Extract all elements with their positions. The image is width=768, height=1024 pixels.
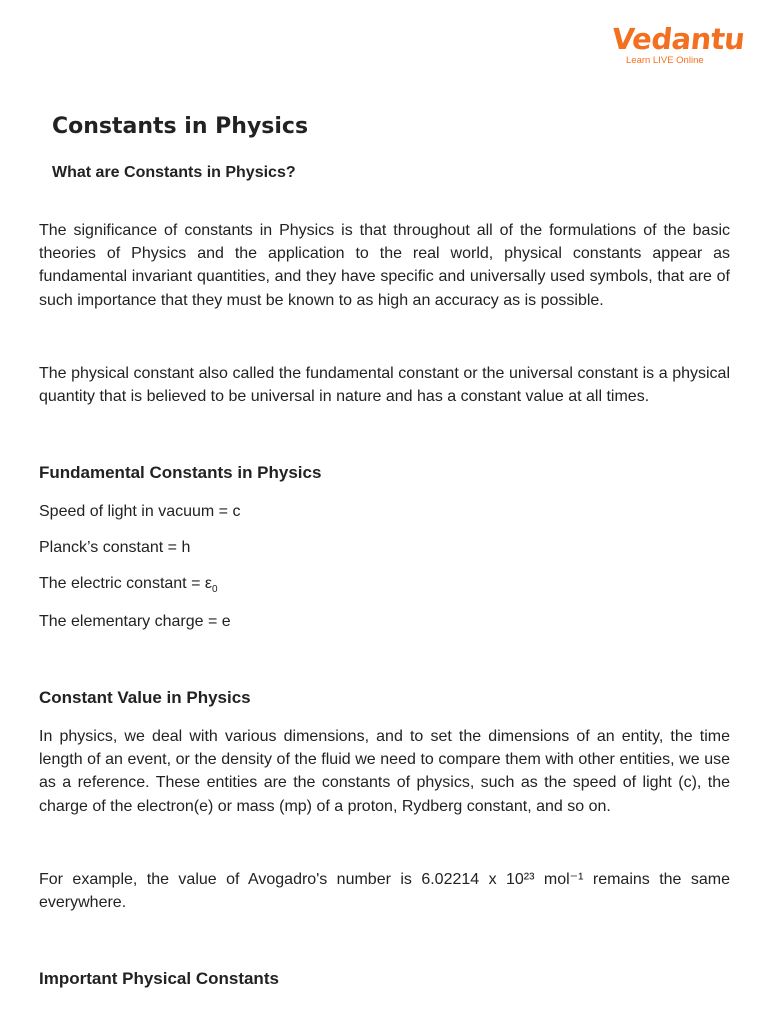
list-item-text: The elementary charge = e xyxy=(39,613,231,630)
vedantu-logo xyxy=(610,22,747,66)
list-item xyxy=(39,538,190,558)
constant-value-paragraph-1: In physics, we deal with various dimensions, and to set the dimensions of an entity, the time length of an event, or the density of the fluid we need to compare them with other entities, we use as a reference. These entities are the constants of physics, such as the speed of light (c), the charge of the electron(e) or mass (mp) of a proton, Rydberg constant, and so on. xyxy=(39,728,730,815)
fundamental-constants-heading: Fundamental Constants in Physics xyxy=(39,463,322,482)
section-subtitle: What are Constants in Physics? xyxy=(52,164,296,181)
epsilon-subscript: 0 xyxy=(212,584,218,595)
intro-paragraph-2: The physical constant also called the fundamental constant or the universal constant is a physical quantity that is believed to be universal in nature and has a constant value at all times. xyxy=(39,365,730,406)
list-item xyxy=(39,502,240,522)
constant-value-heading: Constant Value in Physics xyxy=(39,688,251,707)
list-item-text: Speed of light in vacuum = c xyxy=(39,503,241,520)
constant-value-paragraph-2: For example, the value of Avogadro's number is 6.02214 x 10²³ mol⁻¹ remains the same everywhere. xyxy=(39,871,730,912)
list-item-text: The electric constant = ε xyxy=(39,575,212,592)
page-title: Constants in Physics xyxy=(52,114,309,139)
logo-wordmark: Vedantu xyxy=(610,22,747,56)
list-item xyxy=(39,574,218,600)
list-item-text: Planck’s constant = h xyxy=(39,539,191,556)
logo-tagline: Learn LIVE Online xyxy=(626,55,704,66)
important-constants-heading: Important Physical Constants xyxy=(39,969,279,988)
intro-paragraph-1: The significance of constants in Physics is that throughout all of the formulations of the basic theories of Physics and the application to the real world, physical constants appear as fundamental invariant quantities, and they have specific and universally used symbols, that are of such importance that they must be known to as high an accuracy as is possible. xyxy=(39,222,730,309)
list-item xyxy=(39,612,231,632)
